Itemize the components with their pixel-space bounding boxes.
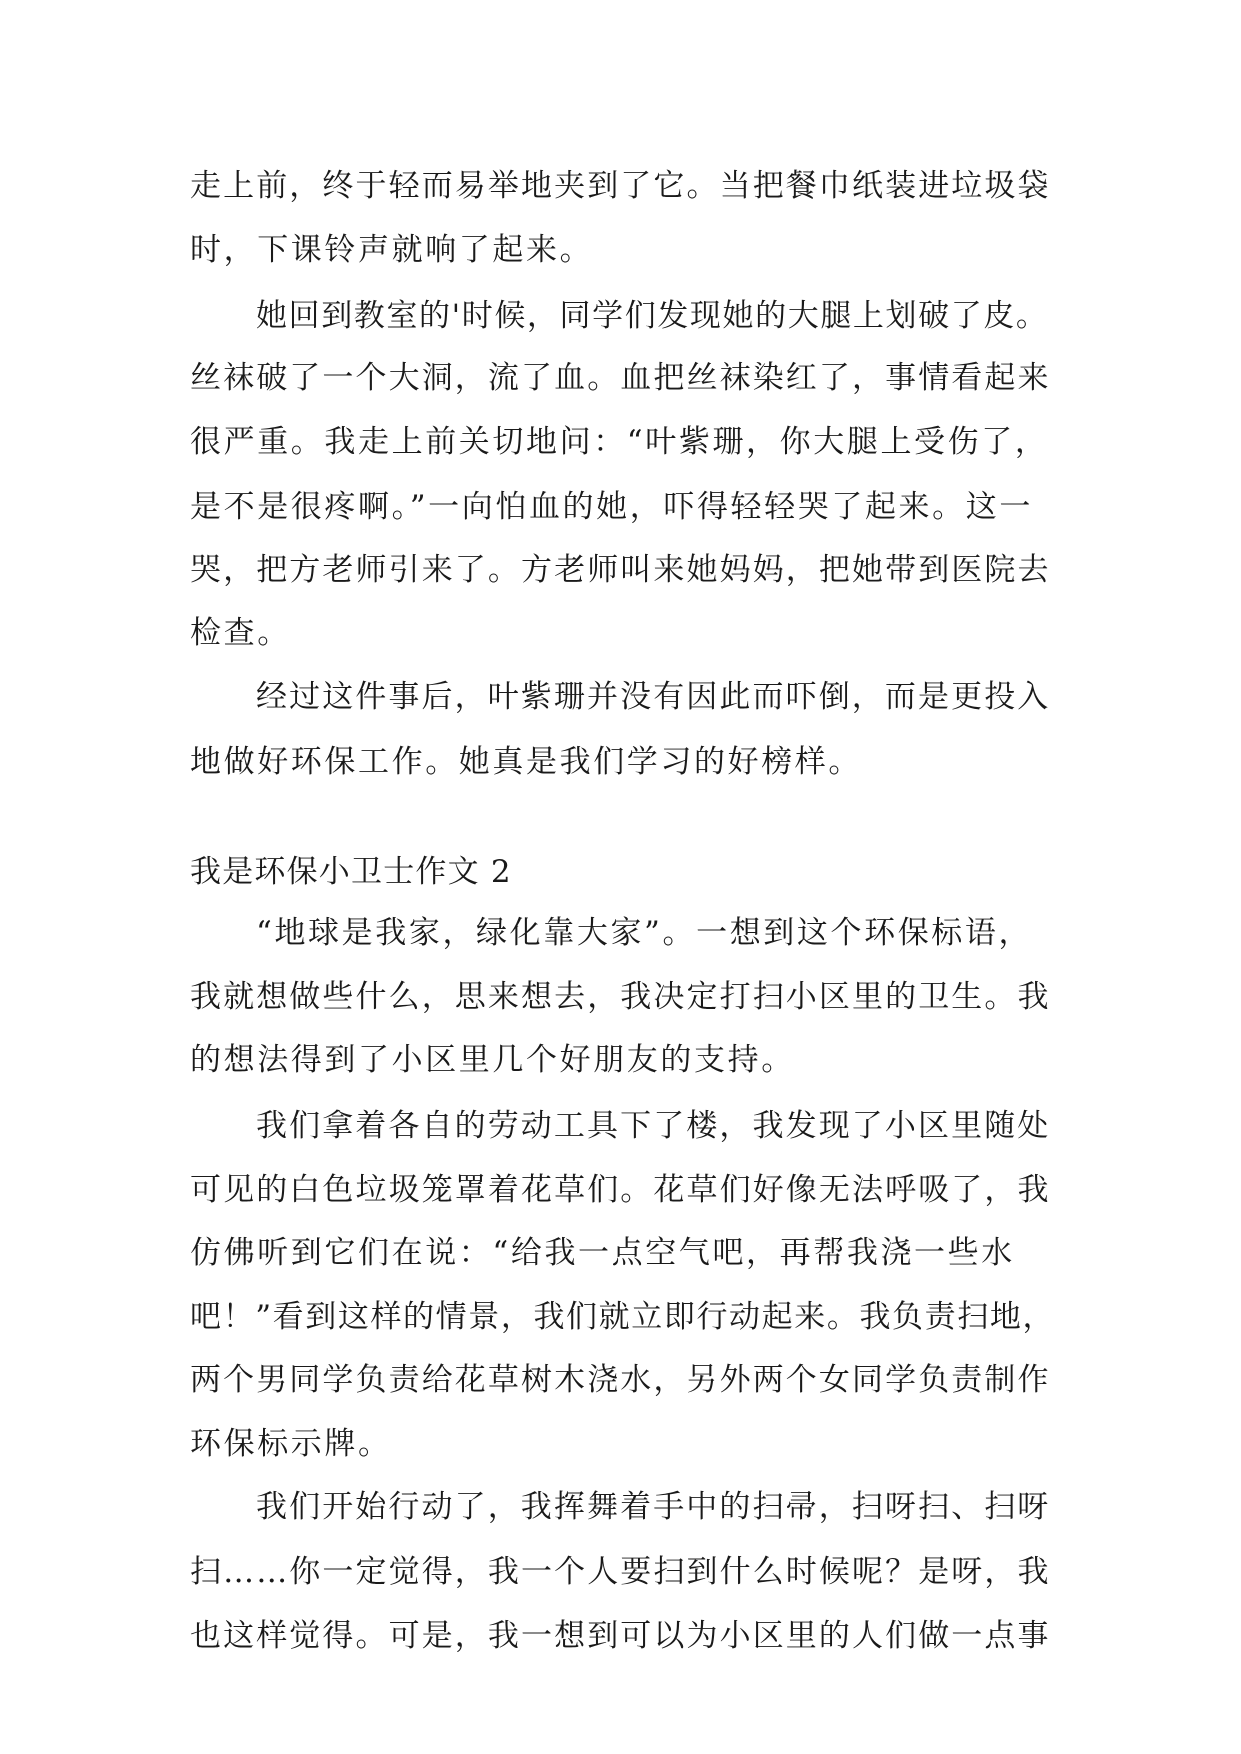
text-line: 的想法得到了小区里几个好朋友的支持。 bbox=[190, 1042, 795, 1078]
text-line: 地做好环保工作。她真是我们学习的好榜样。 bbox=[190, 744, 862, 780]
text-line: 很严重。我走上前关切地问：“叶紫珊，你大腿上受伤了， bbox=[190, 424, 1049, 460]
text-line: 可见的白色垃圾笼罩着花草们。花草们好像无法呼吸了，我 bbox=[190, 1172, 1051, 1208]
text-line: 哭，把方老师引来了。方老师叫来她妈妈，把她带到医院去 bbox=[190, 552, 1051, 588]
text-line: 是不是很疼啊。”一向怕血的她，吓得轻轻哭了起来。这一 bbox=[190, 489, 1033, 525]
text-line: 环保标示牌。 bbox=[190, 1426, 392, 1462]
text-line: 走上前，终于轻而易举地夹到了它。当把餐巾纸装进垃圾袋 bbox=[190, 168, 1051, 204]
text-line: 时，下课铃声就响了起来。 bbox=[190, 232, 594, 268]
text-line: 扫……你一定觉得，我一个人要扫到什么时候呢？是呀，我 bbox=[190, 1554, 1051, 1590]
text-line: 我就想做些什么，思来想去，我决定打扫小区里的卫生。我 bbox=[190, 979, 1051, 1015]
text-line: 她回到教室的'时候，同学们发现她的大腿上划破了皮。 bbox=[256, 298, 1049, 334]
text-line: 两个男同学负责给花草树木浇水，另外两个女同学负责制作 bbox=[190, 1362, 1051, 1398]
text-line: 仿佛听到它们在说：“给我一点空气吧，再帮我浇一些水 bbox=[190, 1235, 1015, 1271]
text-line: 经过这件事后，叶紫珊并没有因此而吓倒，而是更投入 bbox=[256, 679, 1051, 715]
text-line: 丝袜破了一个大洞，流了血。血把丝袜染红了，事情看起来 bbox=[190, 360, 1051, 396]
text-line: 我们拿着各自的劳动工具下了楼，我发现了小区里随处 bbox=[256, 1108, 1051, 1144]
essay-title: 我是环保小卫士作文 2 bbox=[190, 854, 512, 890]
text-line: “地球是我家，绿化靠大家”。一想到这个环保标语， bbox=[256, 915, 1033, 951]
text-line: 也这样觉得。可是，我一想到可以为小区里的人们做一点事 bbox=[190, 1618, 1051, 1654]
text-line: 我们开始行动了，我挥舞着手中的扫帚，扫呀扫、扫呀 bbox=[256, 1489, 1051, 1525]
text-line: 检查。 bbox=[190, 615, 291, 651]
text-line: 吧！”看到这样的情景，我们就立即行动起来。我负责扫地， bbox=[190, 1299, 1056, 1335]
